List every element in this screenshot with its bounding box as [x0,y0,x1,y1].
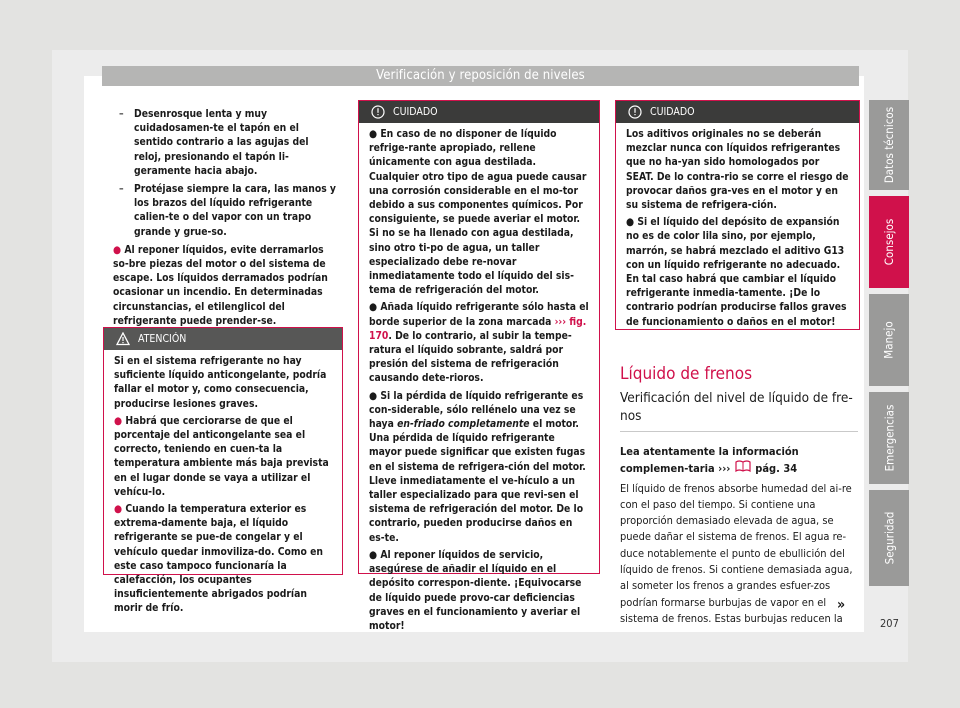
caution-box-label: CUIDADO [650,106,695,118]
tab-seguridad[interactable] [869,490,909,586]
bullet-item [626,215,849,329]
bullet-icon: ● [626,216,635,229]
bullet-item [114,502,332,616]
bullet-text: Habrá que cerciorarse de que el porcentaje del anticongelante sea el correcto, teniendo en cuen-ta la temperatura ambiente más baja prevista en el lugar donde se vaya a utilizar el vehícu-lo. [114,414,329,498]
tab-emergencias[interactable] [869,392,909,484]
tab-label: Manejo [882,321,896,359]
section-body [620,444,858,627]
bullet-text: Si la pérdida de líquido refrigerante es con-siderable, sólo rellénelo una vez se haya [369,389,584,431]
lead-paragraph [620,444,858,478]
bullet-item [369,300,589,385]
tab-label: Seguridad [882,511,897,565]
caution-box-body [359,123,599,633]
dash-item: – Desenrosque lenta y muy cuidadosamen-te el tapón en el sentido contrario a las agujas del reloj, presionando el tapón li-geramente hacia abajo. [113,107,338,178]
bullet-icon: ● [369,301,378,314]
caution-box-header [616,101,859,123]
bullet-icon: ● [114,503,123,516]
bullet-text: Al reponer líquidos de servicio, asegúrese de añadir el líquido en el depósito correspon-diente. ¡Equivocarse de líquido puede provo-car deficiencias graves en el funcionamiento y averiar el motor! [369,548,582,632]
bullet-item [369,548,589,633]
continue-mark: » [837,597,846,613]
warning-box-header [104,328,342,350]
emphasis-text: en-friado completamente [397,418,530,431]
caution-box [358,100,600,632]
tab-datos-tecnicos[interactable] [869,100,909,190]
bullet-item [369,389,589,545]
bullet-icon: ● [369,548,378,561]
dash-item: – Protéjase siempre la cara, las manos y los brazos del líquido refrigerante calien-te o del vapor con un trapo grande y grue-so. [113,182,338,239]
book-icon [734,460,752,473]
tab-consejos[interactable] [869,196,909,288]
warning-intro: Si en el sistema refrigerante no hay suficiente líquido anticongelante, podría fallar el motor y, como consecuencia, producirse lesiones graves. [114,355,327,410]
warning-box [103,327,343,615]
bullet-text: Cuando la temperatura exterior es extrema-damente baja, el líquido refrigerante se pue-de congelar y el vehículo quedar inmoviliza-do. Como en este caso tampoco funcionaría la calefacción, los ocupantes insuficientemente abrigados podrían morir de frío. [114,503,323,615]
bullet-item [369,127,589,297]
bullet-icon: ● [369,128,378,140]
info-circle-icon [628,105,642,119]
caution-box-header [359,101,599,123]
bullet-text: Si el líquido del depósito de expansión no es de color lila sino, por ejemplo, marrón, se habrá mezclado el aditivo G13 con un líquido refrigerante no adecuado. En tal caso habrá que cambiar el líquido refrigerante inmedia-tamente. ¡De lo contrario podrían producirse fallos graves de funcionamiento o daños en el motor! [626,216,847,328]
tab-label: Datos técnicos [882,106,897,184]
caution-box-label: CUIDADO [393,106,438,118]
bullet-text: el motor. Una pérdida de líquido refrigerante mayor puede significar que existen fugas en el sistema de refrigera-ción del motor. Lleve inmediatamente el ve-hículo a un taller especializado para que revi-sen el sistema de refrigeración del motor. De lo contrario, pueden producirse daños en es-te. [369,418,586,544]
body-paragraph: El líquido de frenos absorbe humedad del ai-re con el paso del tiempo. Si contiene una proporción demasiado elevada de agua, se puede dañar el sistema de frenos. El agua re-duce notablemente el punto de ebullición del líquido de frenos. Si contiene demasiada agua, al someter los frenos a grandes esfuer-zos podrían formarse burbujas de vapor en el sistema de frenos. Estas burbujas reducen la [620,481,853,625]
page-reference-link[interactable]: pág. 34 [755,462,798,476]
warning-box-label: ATENCIÓN [138,333,187,345]
page-header: Verificación y reposición de niveles [102,66,859,86]
bullet-icon: ● [113,243,122,256]
bullet-text: En caso de no disponer de líquido refrige-rante apropiado, rellene únicamente con agua destilada. Cualquier otro tipo de agua puede causar una corrosión considerable en el mo-tor debido a sus componentes químicos. Por consiguiente, se puede averiar el motor. Si no se ha llenado con agua destilada, sino otro ti-po de agua, un taller especializado debe re-novar inmediatamente todo el líquido del sis-tema de refrigeración del motor. [369,128,587,297]
caution-box-body [616,123,859,329]
warning-box-body [104,350,342,616]
column-1 [113,107,338,328]
info-circle-icon [371,105,385,119]
caution-box [615,100,860,330]
divider [620,431,858,432]
figure-link[interactable]: fig. 170 [369,315,587,342]
bullet-icon: ● [369,389,378,402]
bullet-text: Añada líquido refrigerante sólo hasta el borde superior de la zona marcada [369,301,589,328]
warning-triangle-icon [116,332,130,346]
cross-reference-arrows: ››› [554,315,567,328]
cross-reference-arrows: ››› [718,462,731,476]
bullet-item [114,414,332,499]
section-subtitle: Verificación del nivel de líquido de fre-nos [620,390,853,424]
bullet-item [113,243,338,328]
tab-label: Emergencias [882,404,897,472]
caution-intro: Los aditivos originales no se deberán mezclar nunca con líquidos refrigerantes que no ha-yan sido homologados por SEAT. De lo contra-rio se corre el riesgo de provocar daños gra-ves en el motor y en su sistema de refrigera-ción. [626,128,849,212]
page-number: 207 [880,617,899,630]
section-title: Líquido de frenos [620,364,753,384]
lead-text: Lea atentamente la información complemen-taria [620,445,799,476]
tab-label: Consejos [882,218,896,266]
tab-manejo[interactable] [869,294,909,386]
bullet-text: Al reponer líquidos, evite derramarlos so-bre piezas del motor o del sistema de escape. Los líquidos derramados podrían ocasionar un incendio. En determinadas circunstancias, el etilenglicol del refrigerante puede prender-se. [113,243,328,327]
bullet-text: . De lo contrario, al subir la tempe-ratura el líquido sobrante, saldrá por presión del sistema de refrigeración causando dete-rioros. [369,329,572,385]
bullet-icon: ● [114,414,123,427]
